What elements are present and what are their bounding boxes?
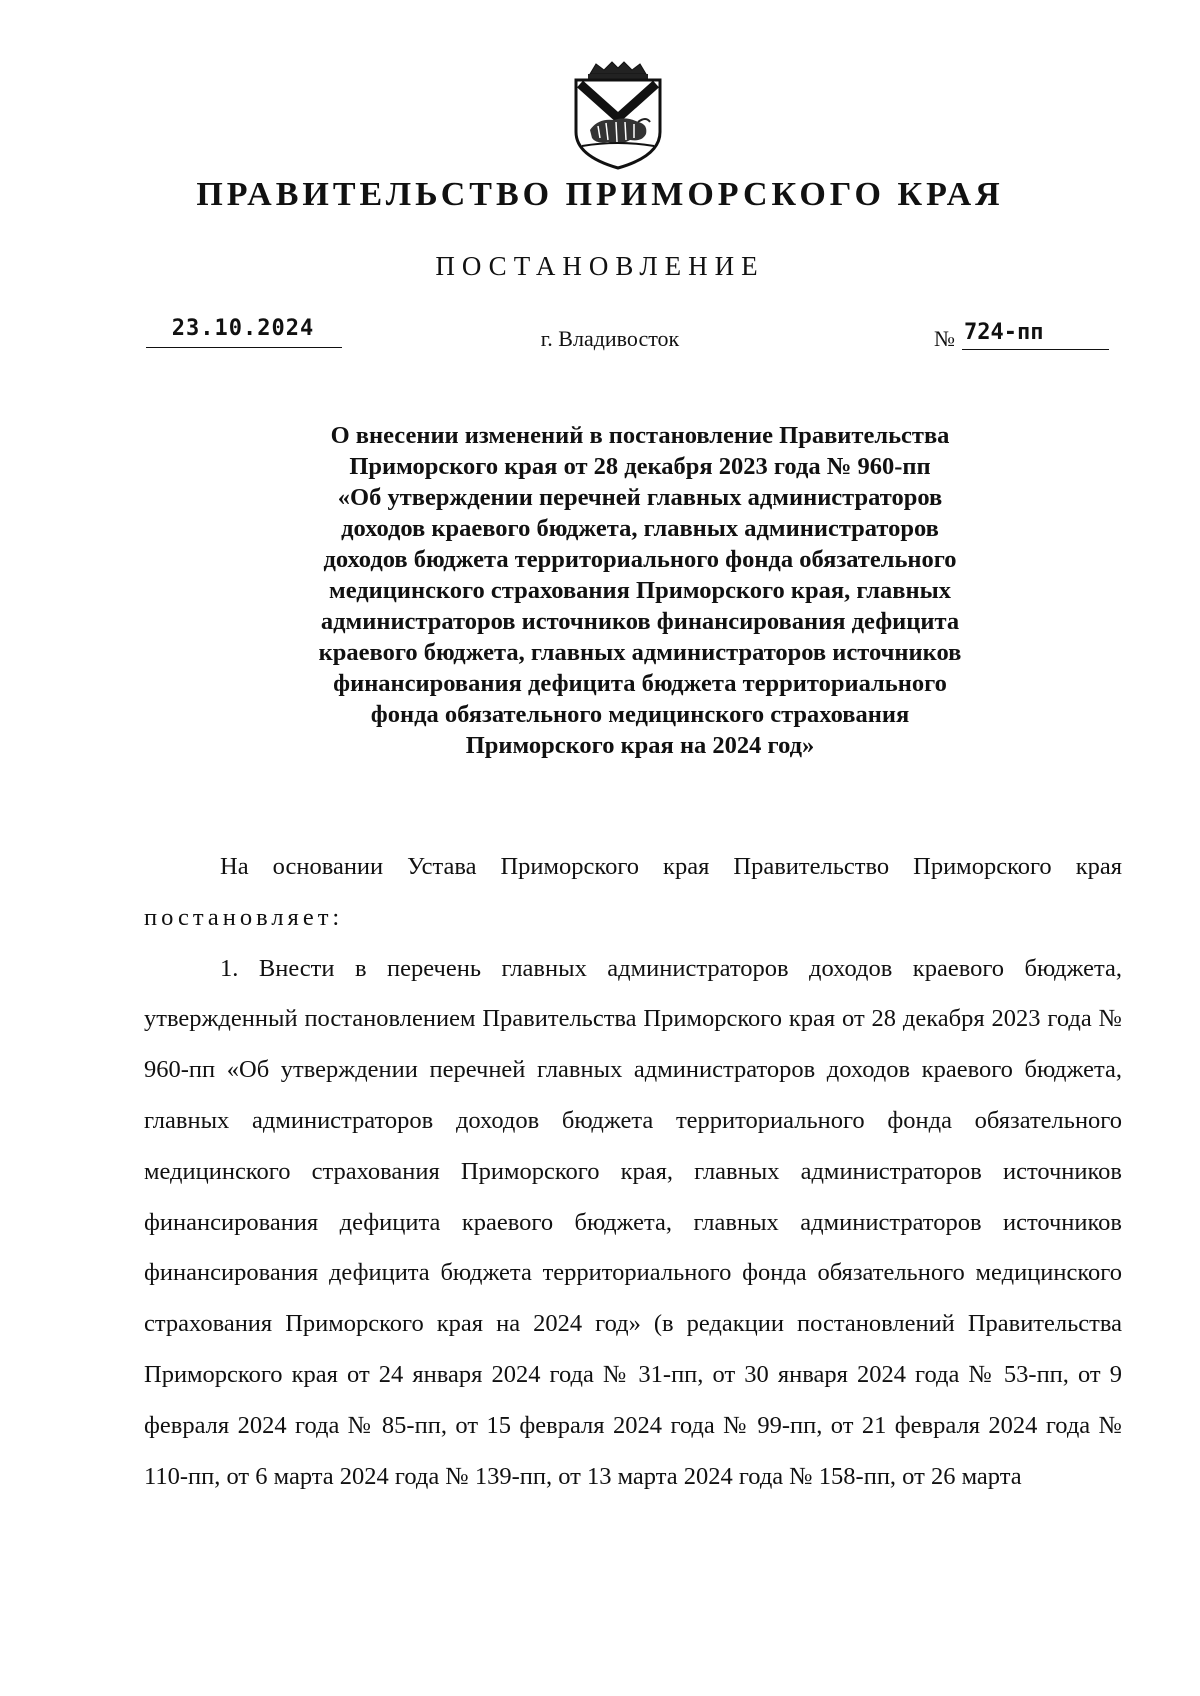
heading-line: фонда обязательного медицинского страхования <box>370 701 910 728</box>
intro-paragraph <box>144 842 1122 944</box>
decree-word: постановляет: <box>144 903 344 931</box>
heading-line: «Об утверждении перечней главных администраторов <box>337 484 943 511</box>
heading-line: О внесении изменений в постановление Правительства <box>330 422 950 449</box>
document-body <box>144 842 1122 1502</box>
heading-line: медицинского страхования Приморского края, главных <box>329 577 951 604</box>
heading-line: финансирования дефицита бюджета территориального <box>333 670 947 697</box>
heading-line: краевого бюджета, главных администраторов источников <box>318 639 962 666</box>
document-number: 724-пп <box>964 320 1044 345</box>
government-title: ПРАВИТЕЛЬСТВО ПРИМОРСКОГО КРАЯ <box>196 176 1004 213</box>
date-underline <box>146 347 342 348</box>
document-heading <box>180 420 1100 761</box>
item-1-paragraph: 1. Внести в перечень главных администраторов доходов краевого бюджета, утвержденный постановлением Правительства Приморского края от 28 декабря 2023 года № 960-пп «Об утверждении перечней главных администраторов доходов краевого бюджета, главных администраторов доходов бюджета территориального фонда обязательного медицинского страхования Приморского края, главных администраторов источников финансирования дефицита краевого бюджета, главных администраторов источников финансирования дефицита бюджета территориального фонда обязательного медицинского страхования Приморского края на 2024 год» (в редакции постановлений Правительства Приморского края от 24 января 2024 года № 31-пп, от 30 января 2024 года № 53-пп, от 9 февраля 2024 года № 85-пп, от 15 февраля 2024 года № 99-пп, от 21 февраля 2024 года № 110-пп, от 6 марта 2024 года № 139-пп, от 13 марта 2024 года № 158-пп, от 26 марта <box>144 954 1122 1490</box>
heading-line: доходов краевого бюджета, главных администраторов <box>341 515 939 542</box>
heading-line: доходов бюджета территориального фонда обязательного <box>323 546 957 573</box>
number-sign: № <box>934 326 955 351</box>
heading-line: Приморского края от 28 декабря 2023 года № 960-пп <box>349 453 931 480</box>
document-city: г. Владивосток <box>540 326 680 351</box>
heading-line: Приморского края на 2024 год» <box>465 732 815 759</box>
number-underline <box>962 349 1109 350</box>
intro-text: На основании Устава Приморского края Правительство Приморского края <box>220 853 1122 880</box>
document-type: ПОСТАНОВЛЕНИЕ <box>435 251 765 281</box>
coat-of-arms-icon <box>568 60 668 172</box>
heading-line: администраторов источников финансирования дефицита <box>320 608 960 635</box>
document-date: 23.10.2024 <box>171 316 315 341</box>
